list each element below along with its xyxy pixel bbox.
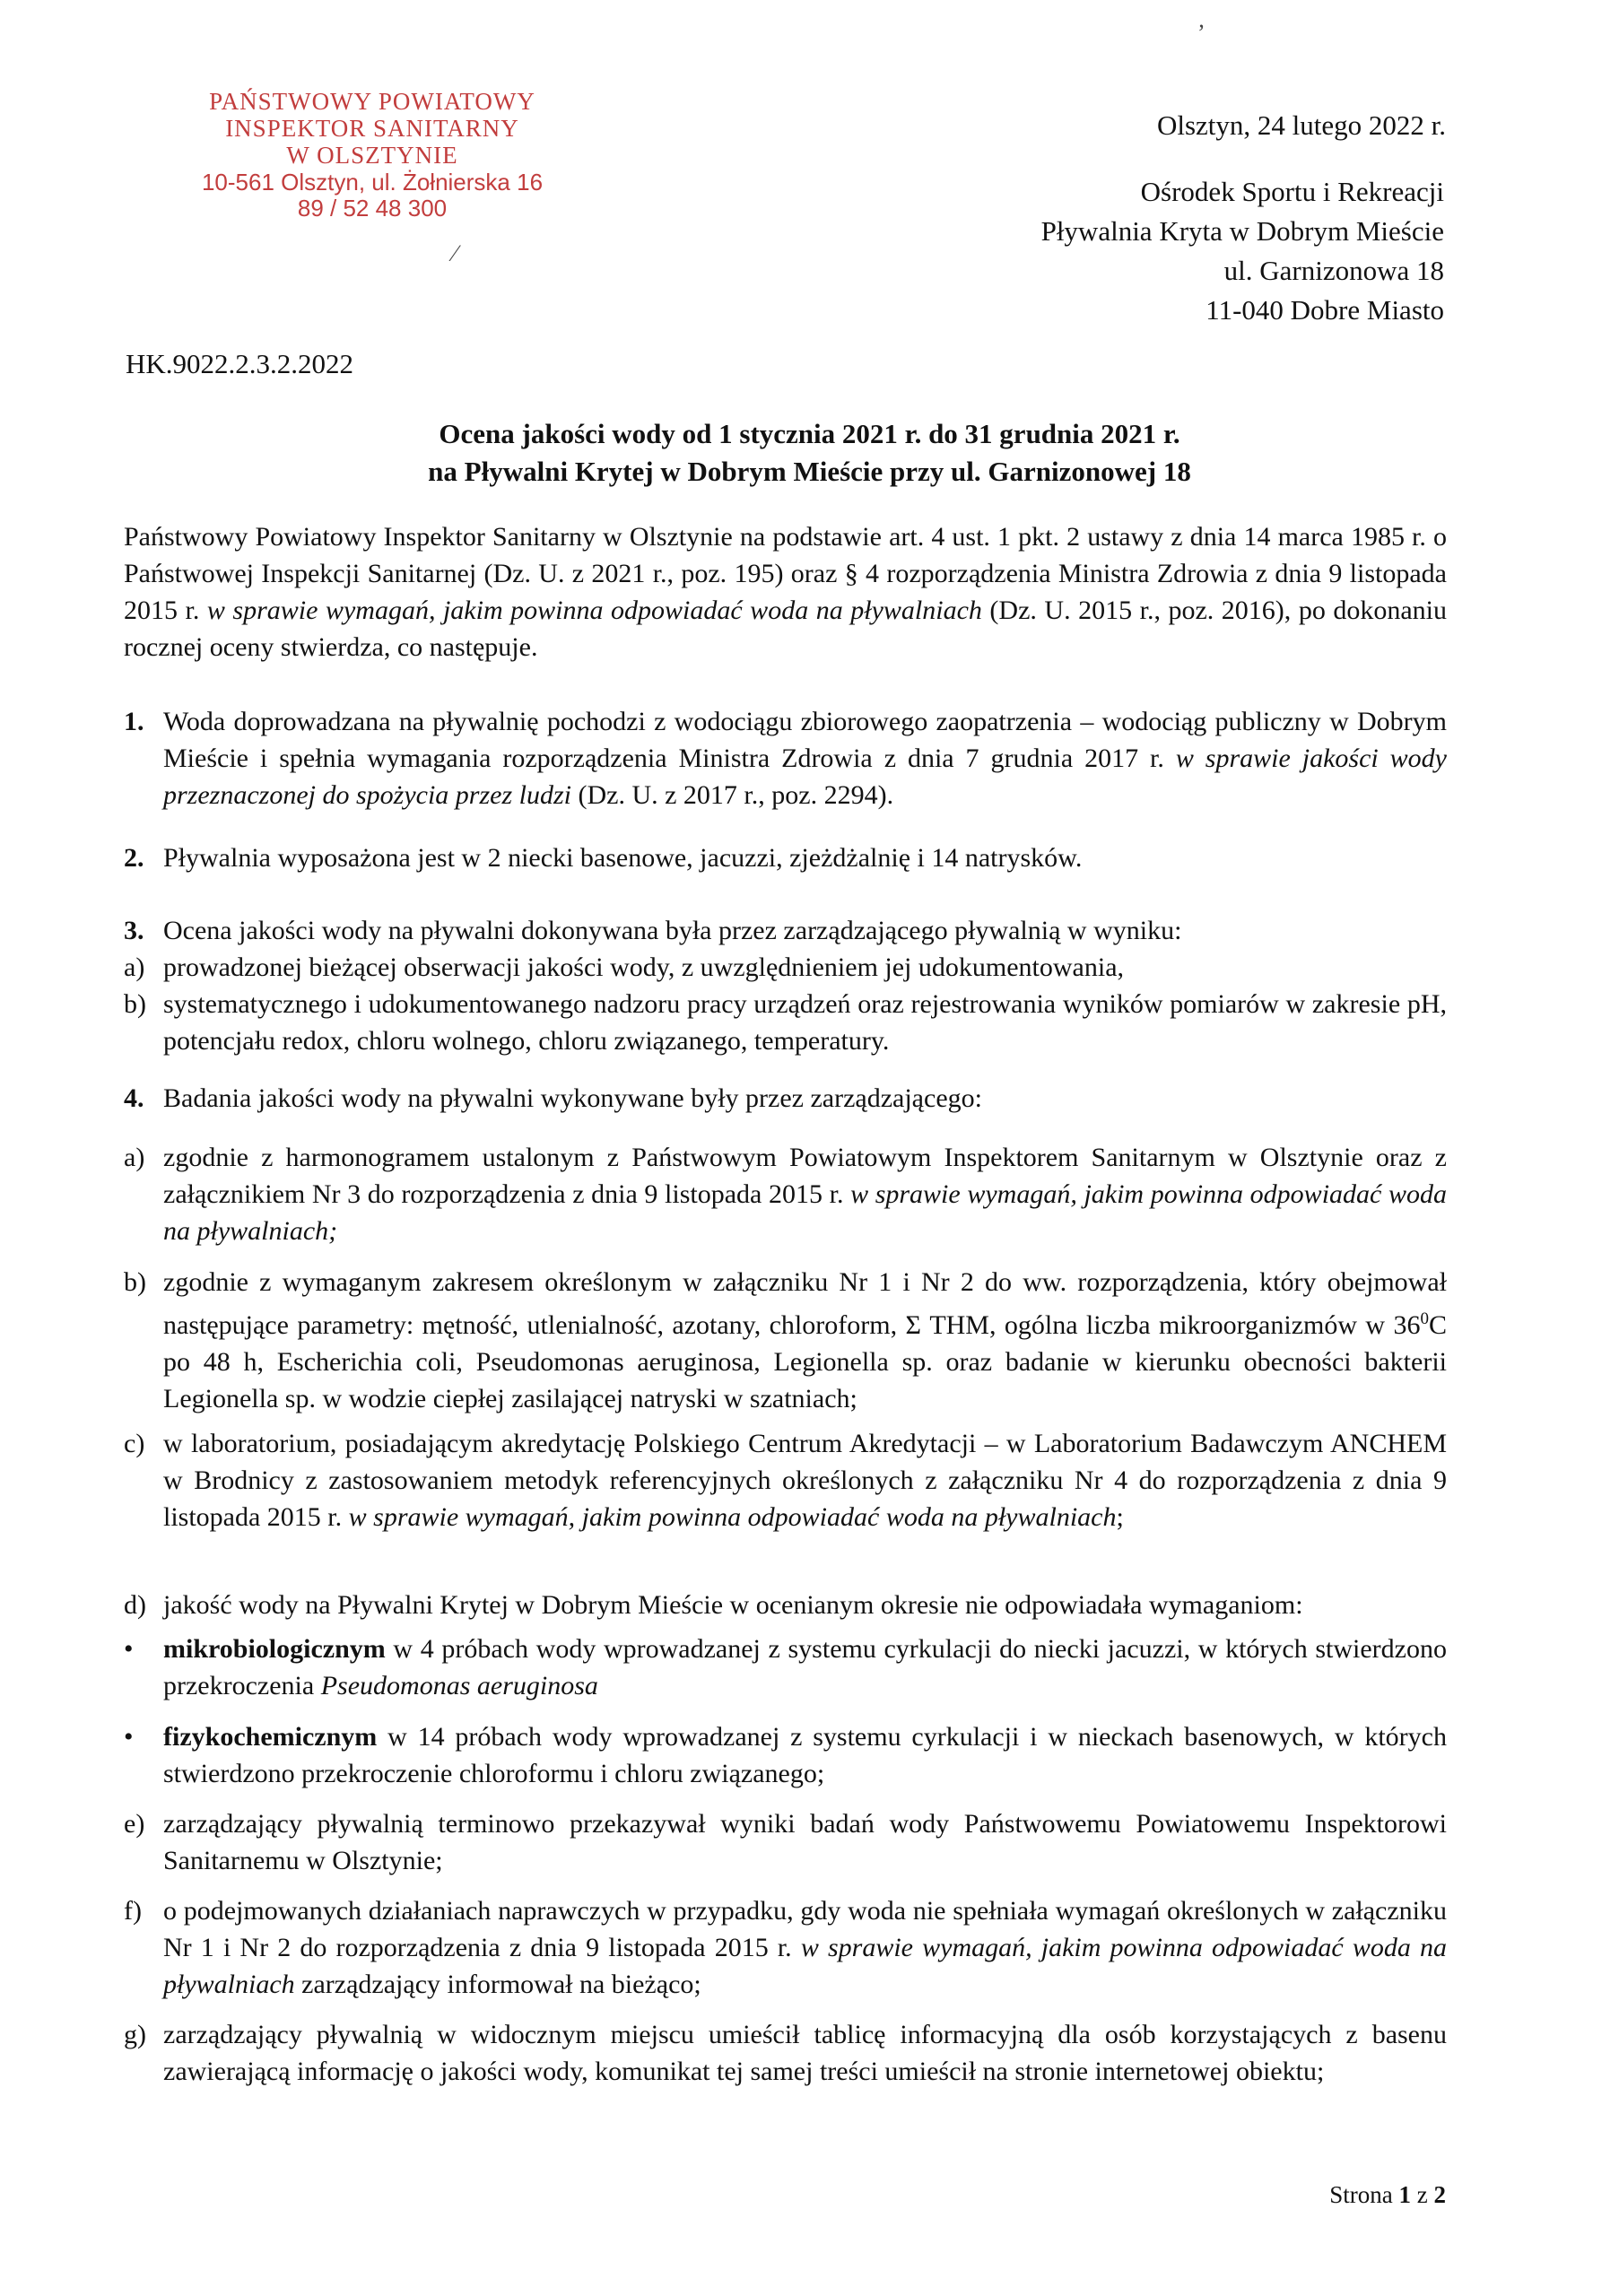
recipient-line-2: Pływalnia Kryta w Dobrym Mieście [1040,215,1444,247]
recipient-line-4: 11-040 Dobre Miasto [1206,294,1444,326]
item-4c-end: ; [1116,1502,1124,1532]
bullet-1-bold: mikrobiologicznym [163,1634,386,1664]
item-2-text: Pływalnia wyposażona jest w 2 niecki basenowe, jacuzzi, zjeżdżalnię i 14 natrysków. [163,843,1083,873]
stamp-line-3: W OLSZTYNIE [286,142,458,170]
item-1-italic: w sprawie jakości wody przeznaczonej do spożycia przez ludzi [163,744,1447,810]
item-4d [124,1587,1447,1623]
item-4b-text-2: C po 48 h, Escherichia coli, Pseudomonas aeruginosa, Legionella sp. oraz badanie w kierunku obecności bakterii Legionella sp. w wodzie ciepłej zasilającej natryski w szatniach; [163,1310,1447,1413]
intro-text-1: Państwowy Powiatowy Inspektor Sanitarny w Olsztynie na podstawie art. 4 ust. 1 pkt. 2 ustawy z dnia 14 marca 1985 r. o Państwowej Inspekcji Sanitarnej (Dz. U. z 2021 r., poz. 195) oraz § 4 rozporządzenia Ministra Zdrowia z dnia 9 listopada 2015 r. [124,522,1447,625]
bullet-1-body: w 4 próbach wody wprowadzanej z systemu cyrkulacji do niecki jacuzzi, w których stwierdzono przekroczenia [163,1634,1447,1700]
item-3 [124,912,1447,949]
item-4a [124,1139,1447,1249]
item-4b-text-1: zgodnie z wymaganym zakresem określonym w załączniku Nr 1 i Nr 2 do ww. rozporządzenia, który obejmował następujące parametry: mętność, utlenialność, azotany, chloroform, Σ THM, ogólna liczba mikroorganizmów w 36 [163,1267,1447,1340]
footer-middle: z [1411,2181,1434,2208]
item-3a-label: a) [124,952,145,982]
document-date: Olsztyn, 24 lutego 2022 r. [1156,109,1446,141]
item-4c-text [163,1425,1447,1535]
stamp-line-1: PAŃSTWOWY POWIATOWY [209,88,535,115]
bullet-2-text [163,1718,1447,1792]
item-3-label: 3. [124,916,144,945]
bullet-icon: • [124,1634,134,1664]
item-4c-label: c) [124,1429,145,1458]
bullet-2-body: w 14 próbach wody wprowadzanej z systemu cyrkulacji i w nieckach basenowych, w których stwierdzono przekroczenie chloroformu i chloru związanego; [163,1722,1447,1788]
page-number [1329,2181,1446,2209]
intro-paragraph [124,518,1447,665]
footer-total: 2 [1433,2181,1446,2208]
item-3b-label: b) [124,989,146,1019]
pen-mark-icon: ⁄ [453,240,457,266]
item-4c-italic: w sprawie wymagań, jakim powinna odpowiadać woda na pływalniach [348,1502,1117,1532]
item-1-text-1: Woda doprowadzana na pływalnię pochodzi z wodociągu zbiorowego zaopatrzenia – wodociąg publiczny w Dobrym Mieście i spełnia wymagania rozporządzenia Ministra Zdrowia z dnia 7 grudnia 2017 r. [163,707,1447,773]
intro-text-2: (Dz. U. 2015 r., poz. 2016), po dokonaniu rocznej oceny stwierdza, co następuje. [124,596,1447,662]
item-4b-text [163,1264,1447,1417]
bullet-2-bold: fizykochemicznym [163,1722,378,1752]
item-2 [124,839,1447,876]
item-4a-text [163,1139,1447,1249]
title-line-2: na Pływalni Krytej w Dobrym Mieście przy ul. Garnizonowej 18 [428,456,1191,487]
bullet-1-text [163,1631,1447,1704]
item-4f-italic: w sprawie wymagań, jakim powinna odpowiadać woda na pływalniach [163,1933,1447,1999]
item-4-label: 4. [124,1083,144,1113]
footer-prefix: Strona [1329,2181,1399,2208]
stamp-line-4: 10-561 Olsztyn, ul. Żołnierska 16 [201,168,544,196]
item-4 [124,1080,1447,1117]
item-4a-label: a) [124,1143,145,1172]
item-3a [124,949,1447,986]
item-4g [124,2016,1447,2090]
item-4f-text-1: o podejmowanych działaniach naprawczych w przypadku, gdy woda nie spełniała wymagań określonych w załączniku Nr 1 i Nr 2 do rozporządzenia z dnia 9 listopada 2015 r. [163,1896,1447,1962]
stamp-line-2: INSPEKTOR SANITARNY [225,115,519,143]
item-4b [124,1264,1447,1417]
item-4b-label: b) [124,1267,146,1297]
item-1-label: 1. [124,707,144,736]
item-4b-degree: 0 [1420,1309,1429,1328]
footer-page: 1 [1398,2181,1412,2208]
item-3b-text: systematycznego i udokumentowanego nadzoru pracy urządzeń oraz rejestrowania wyników pomiarów w zakresie pH, potencjału redox, chloru wolnego, chloru związanego, temperatury. [163,989,1447,1056]
bullet-icon: • [124,1722,134,1752]
item-3b [124,986,1447,1059]
item-1-text [163,703,1447,813]
title-line-1: Ocena jakości wody od 1 stycznia 2021 r. do 31 grudnia 2021 r. [439,418,1180,449]
item-4d-text: jakość wody na Pływalni Krytej w Dobrym Mieście w ocenianym okresie nie odpowiadała wymaganiom: [163,1590,1303,1620]
official-stamp [184,88,561,222]
reference-number: HK.9022.2.3.2.2022 [126,348,354,379]
item-4e [124,1805,1447,1879]
item-4a-text-1: zgodnie z harmonogramem ustalonym z Państwowym Powiatowym Inspektorem Sanitarnym w Olsztynie oraz z załącznikiem Nr 3 do rozporządzenia z dnia 9 listopada 2015 r. [163,1143,1447,1209]
stamp-line-5: 89 / 52 48 300 [297,194,448,222]
recipient-line-3: ul. Garnizonowa 18 [1223,255,1444,286]
item-4d-label: d) [124,1590,146,1620]
recipient-address [1041,172,1444,330]
item-4f-label: f) [124,1896,142,1926]
scan-mark-icon: ’ [1197,20,1206,46]
item-3a-text: prowadzonej bieżącej obserwacji jakości wody, z uwzględnieniem jej udokumentowania, [163,952,1125,982]
item-1-text-2: (Dz. U. z 2017 r., poz. 2294). [570,780,894,810]
item-4g-label: g) [124,2020,146,2049]
item-4e-label: e) [124,1809,145,1839]
item-4f-text-2: zarządzający informował na bieżąco; [294,1970,701,1999]
item-2-label: 2. [124,843,144,873]
item-4c-text-1: w laboratorium, posiadającym akredytację Polskiego Centrum Akredytacji – w Laboratorium Badawczym ANCHEM w Brodnicy z zastosowaniem metodyk referencyjnych określonych z załączniku Nr 4 do rozporządzenia z dnia 9 listopada 2015 r. [163,1429,1447,1532]
bullet-microbiological [124,1631,1447,1704]
item-4a-italic: w sprawie wymagań, jakim powinna odpowiadać woda na pływalniach; [163,1179,1447,1246]
bullet-1-italic: Pseudomonas aeruginosa [320,1671,598,1700]
intro-italic: w sprawie wymagań, jakim powinna odpowiadać woda na pływalniach [206,596,982,625]
recipient-line-1: Ośrodek Sportu i Rekreacji [1140,176,1444,207]
document-title [0,415,1619,491]
item-4-text: Badania jakości wody na pływalni wykonywane były przez zarządzającego: [163,1083,982,1113]
bullet-physicochemical [124,1718,1447,1792]
item-4c [124,1425,1447,1535]
item-4e-text: zarządzający pływalnią terminowo przekazywał wyniki badań wody Państwowemu Powiatowemu Inspektorowi Sanitarnemu w Olsztynie; [163,1809,1447,1875]
item-1 [124,703,1447,813]
item-4f-text [163,1892,1447,2003]
item-4g-text: zarządzający pływalnią w widocznym miejscu umieścił tablicę informacyjną dla osób korzystających z basenu zawierającą informację o jakości wody, komunikat tej samej treści umieścił na stronie internetowej obiektu; [163,2020,1447,2086]
item-4f [124,1892,1447,2003]
item-3-text: Ocena jakości wody na pływalni dokonywana była przez zarządzającego pływalnią w wyniku: [163,916,1182,945]
